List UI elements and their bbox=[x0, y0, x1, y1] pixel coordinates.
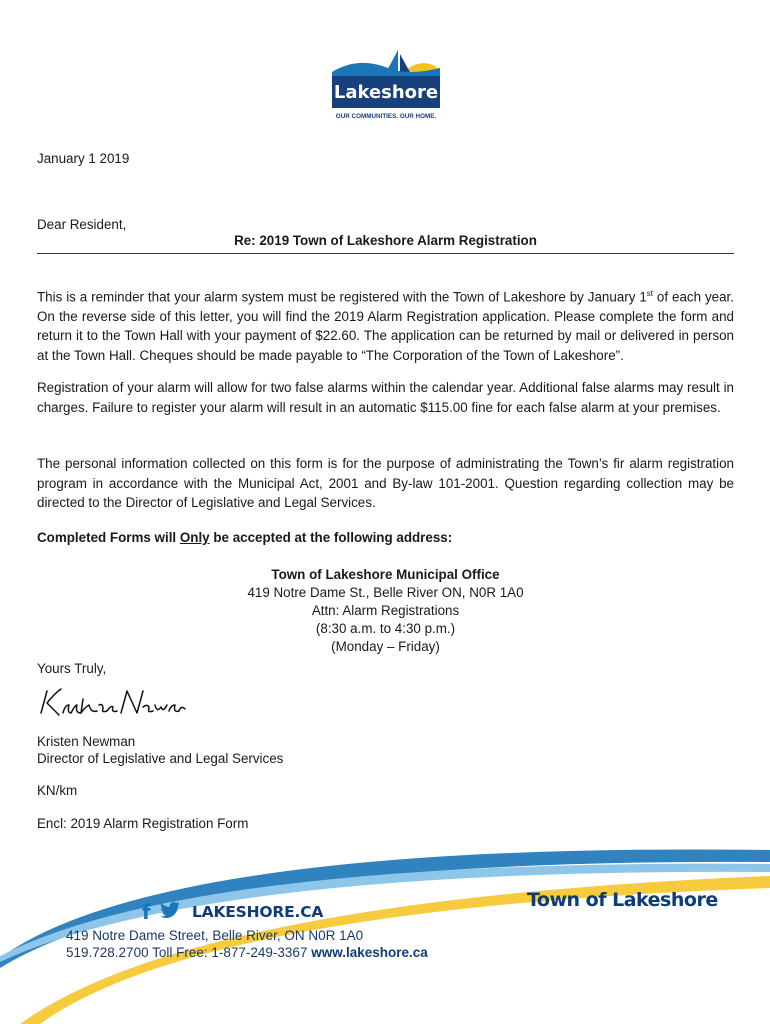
twitter-icon[interactable] bbox=[160, 902, 180, 918]
enclosure-note: Encl: 2019 Alarm Registration Form bbox=[37, 816, 249, 831]
facebook-icon[interactable]: f bbox=[142, 900, 151, 924]
mailing-address bbox=[37, 566, 734, 656]
paragraph-reminder: This is a reminder that your alarm system must be registered with the Town of Lakeshore by January 1st of each year. On the reverse side of this letter, you will find the 2019 Alarm Registration application. Please complete the form and return it to the Town Hall with your payment of $22.60. The application can be returned by mail or delivered in person at the Town Hall. Cheques should be made payable to “The Corporation of the Town of Lakeshore”. bbox=[37, 289, 734, 363]
address-attn: Attn: Alarm Registrations bbox=[311, 603, 460, 618]
letter-date: January 1 2019 bbox=[37, 151, 130, 166]
salutation: Dear Resident, bbox=[37, 217, 127, 232]
signature bbox=[37, 683, 187, 723]
paragraph-false-alarms: Registration of your alarm will allow for two false alarms within the calendar year. Additional false alarms may result in charges. Failure to register your alarm will result in an automatic $115.00 fine for each false alarm at your premises. bbox=[37, 380, 734, 415]
address-hours: (8:30 a.m. to 4:30 p.m.) bbox=[315, 621, 456, 636]
subject-line: Re: 2019 Town of Lakeshore Alarm Registration bbox=[37, 233, 734, 254]
footer-contact bbox=[66, 945, 428, 960]
town-brand: Town of Lakeshore bbox=[527, 889, 718, 911]
signer-name: Kristen Newman bbox=[37, 734, 136, 749]
signer-title: Director of Legislative and Legal Services bbox=[37, 751, 284, 766]
address-street: 419 Notre Dame St., Belle River ON, N0R 1A0 bbox=[247, 585, 524, 600]
footer-phone: 519.728.2700 Toll Free: 1-877-249-3367 bbox=[66, 945, 312, 960]
logo-tagline: OUR COMMUNITIES. OUR HOME. bbox=[335, 113, 437, 120]
paragraph-privacy: The personal information collected on this form is for the purpose of administrating the Town’s fir alarm registration program in accordance with the Municipal Act, 2001 and By-law 101-2001. Question regarding collection may be directed to the Director of Legislative and Legal Services. bbox=[37, 456, 734, 510]
address-org: Town of Lakeshore Municipal Office bbox=[271, 567, 500, 582]
address-days: (Monday – Friday) bbox=[331, 639, 440, 654]
logo-name: Lakeshore bbox=[333, 82, 439, 103]
web-brand[interactable]: LAKESHORE.CA bbox=[192, 903, 324, 921]
lakeshore-logo bbox=[328, 46, 443, 122]
closing: Yours Truly, bbox=[37, 661, 107, 676]
footer-url[interactable]: www.lakeshore.ca bbox=[311, 945, 428, 960]
footer-address: 419 Notre Dame Street, Belle River, ON N0R 1A0 bbox=[66, 928, 364, 943]
signer-block bbox=[37, 733, 283, 767]
completed-forms-notice: Completed Forms will Only be accepted at the following address: bbox=[37, 530, 453, 545]
reference-initials: KN/km bbox=[37, 783, 78, 798]
